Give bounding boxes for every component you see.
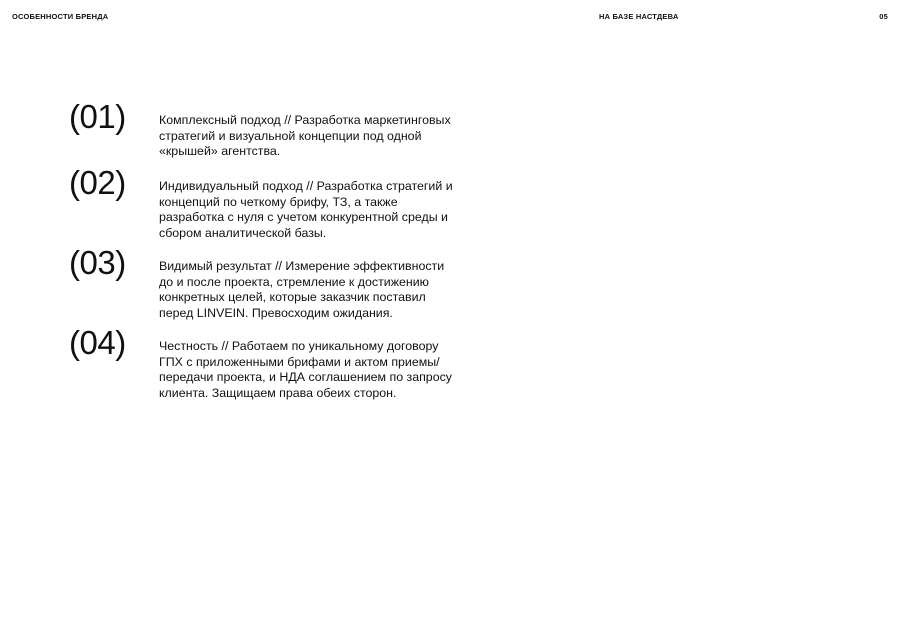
list-item bbox=[69, 324, 489, 404]
item-number: (04) bbox=[69, 324, 126, 361]
item-description: Видимый результат // Измерение эффективности до и после проекта, стремление к достижению конкретных целей, которые заказчик поставил перед LINVEIN. Превосходим ожидания. bbox=[159, 259, 445, 320]
list-item bbox=[69, 164, 489, 244]
item-number: (01) bbox=[69, 98, 126, 135]
list-item bbox=[69, 244, 489, 324]
item-description: Индивидуальный подход // Разработка стратегий и концепций по четкому брифу, ТЗ, а также разработка с нуля с учетом конкурентной среды и сбором аналитической базы. bbox=[159, 179, 453, 240]
item-number: (02) bbox=[69, 164, 126, 201]
header-subtitle: НА БАЗЕ НАСТДЕВА bbox=[599, 12, 679, 21]
item-description: Честность // Работаем по уникальному договору ГПХ с приложенными брифами и актом приемы/передачи проекта, и НДА соглашением по запросу клиента. Защищаем права обеих сторон. bbox=[159, 339, 452, 400]
page-number: 05 bbox=[879, 12, 888, 21]
item-description: Комплексный подход // Разработка маркетинговых стратегий и визуальной концепции под одной «крышей» агентства. bbox=[159, 113, 451, 159]
section-title: ОСОБЕННОСТИ БРЕНДА bbox=[12, 12, 109, 21]
list-item bbox=[69, 98, 489, 164]
brand-features-list bbox=[69, 98, 489, 404]
item-number: (03) bbox=[69, 244, 126, 281]
